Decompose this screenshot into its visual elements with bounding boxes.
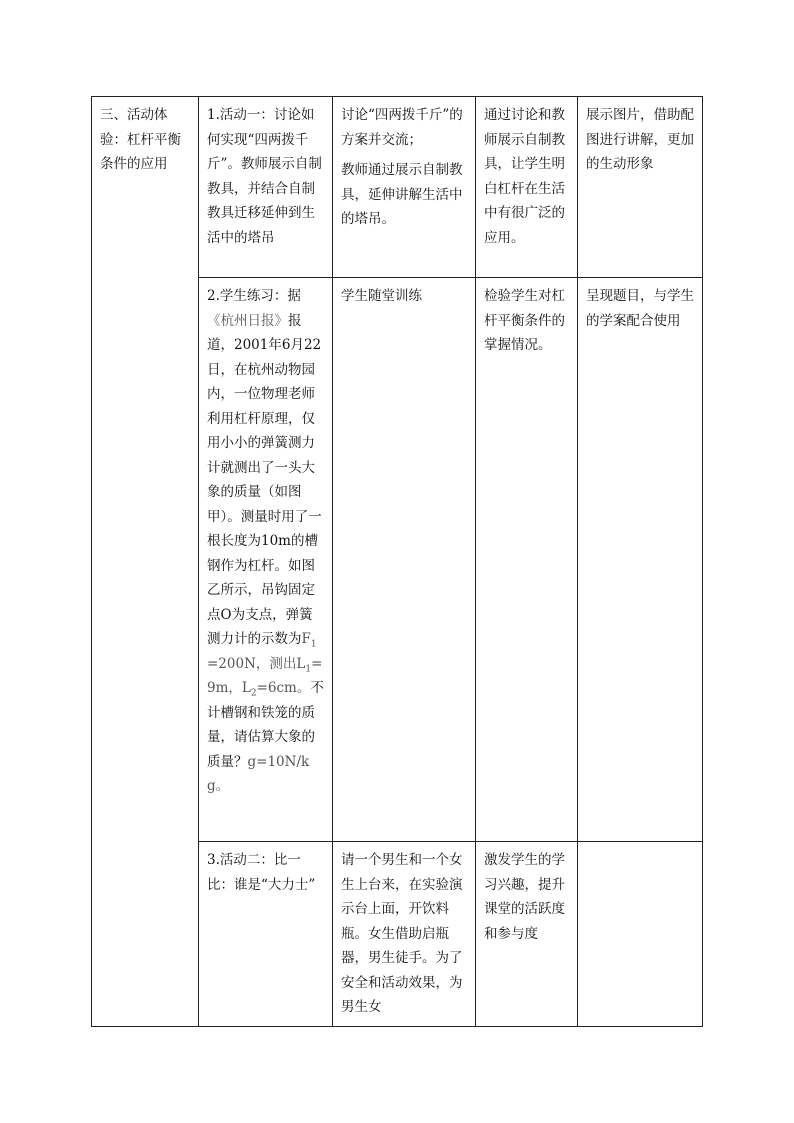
formula-l1: $L_1=9m$， xyxy=(207,655,323,696)
student-activity-cell xyxy=(333,97,476,278)
table-row xyxy=(92,97,703,278)
design-intent-cell: 激发学生的学习兴趣，提升课堂的活跃度和参与度 xyxy=(476,842,578,1027)
design-intent-cell: 通过讨论和教师展示自制教具，让学生明白杠杆在生活中有很广泛的应用。 xyxy=(476,97,578,278)
design-intent-cell: 检验学生对杠杆平衡条件的掌握情况。 xyxy=(476,278,578,842)
lesson-plan-table xyxy=(91,96,703,1027)
student-activity-cell: 学生随堂训练 xyxy=(333,278,476,842)
section-cell: 三、活动体验：杠杆平衡条件的应用 xyxy=(92,97,199,1027)
student-activity-text: 讨论“四两拨千斤”的方案并交流； xyxy=(341,107,463,148)
student-activity-cell: 请一个男生和一个女生上台来，在实验演示台上面，开饮料瓶。女生借助启瓶器，男生徒手。为了安全和活动效果，为男生女 xyxy=(333,842,476,1027)
formula-f1: $F_1=200N$，测出 xyxy=(207,631,317,672)
media-cell xyxy=(578,842,703,1027)
media-cell: 展示图片，借助配图进行讲解，更加的生动形象 xyxy=(578,97,703,278)
activity-cell: 1.活动一：讨论如何实现“四两拨千斤”。教师展示自制教具，并结合自制教具迁移延伸到生活中的塔吊 xyxy=(199,97,333,278)
activity-cell: 3.活动二：比一比：谁是“大力士” xyxy=(199,842,333,1027)
formula-l2: $L_2=6cm$。 xyxy=(241,680,311,699)
student-activity-text: 教师通过展示自制教具，延伸讲解生活中的塔吊。 xyxy=(341,162,463,227)
media-cell: 呈现题目，与学生的学案配合使用 xyxy=(578,278,703,842)
activity-cell: 2.学生练习：据《杭州日报》报道，2001年6月22日，在杭州动物园内，一位物理老师利用杠杆原理，仅用小小的弹簧测力计就测出了一头大象的质量（如图甲）。测量时用了一根长度为10m的槽钢作为杠杆。如图乙所示，吊钩固定点O为支点，弹簧测力计的示数为$F_1=200N$，测出$L_1=9m$，$L_2=6cm$。不计槽钢和铁笼的质量，请估算大象的质量？g=10N/kg。 xyxy=(199,278,333,842)
